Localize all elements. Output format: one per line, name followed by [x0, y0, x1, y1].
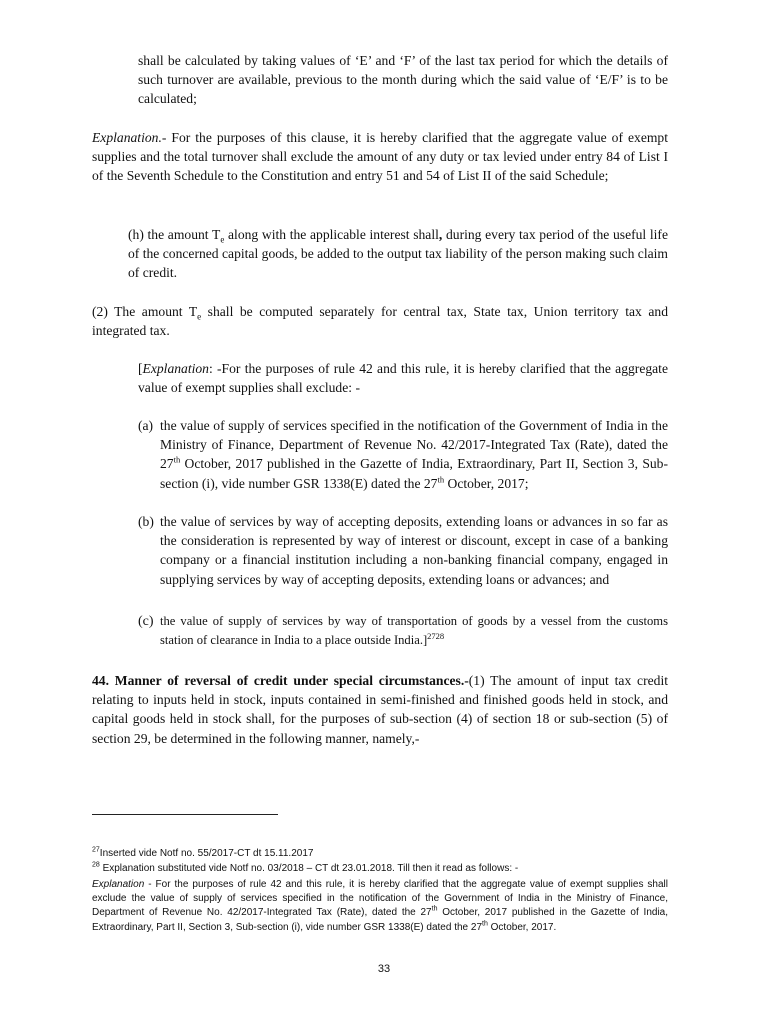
rule-heading: 44. Manner of reversal of credit under special circumstances.- [92, 673, 469, 688]
subscript-e: e [220, 234, 225, 245]
list-label: (a) [138, 418, 154, 433]
explanation-label: Explanation. [92, 130, 162, 145]
list-text: the value of services by way of accepting deposits, extending loans or advances in so far as the consideration is represented by way of interest or discount, except in case of a banking company or a financial institution including a non-banking financial company, engaged in supplying services by way of accepting deposits, extending loans or advances; and [160, 514, 668, 587]
clause-h-text-a: along with the applicable interest shall [224, 227, 439, 242]
list-item-b [138, 512, 668, 589]
footnote-28 [92, 862, 668, 876]
rule-44 [92, 671, 668, 748]
explanation-clause [92, 128, 668, 186]
clause-h [128, 225, 668, 283]
superscript: th [482, 920, 488, 928]
explanation-rule-42 [138, 359, 668, 397]
list-label: (b) [138, 514, 154, 529]
list-item-a [138, 416, 668, 493]
list-label: (c) [138, 614, 154, 629]
footnote-separator [92, 814, 278, 815]
footnote-number: 27 [92, 846, 100, 854]
footnote-text: October, 2017. [487, 921, 557, 933]
rule-text: (1) The amount of input tax credit relating to inputs held in stock, inputs contained in semi-finished and finished goods held in stock, and capital goods held in stock shall, for the purposes of sub-section (4) of section 18 or sub-section (5) of section 29, be determined in the following manner, namely,- [92, 673, 669, 746]
footnote-text: Explanation substituted vide Notf no. 03/2018 – CT dt 23.01.2018. Till then it read as follows: - [99, 863, 519, 874]
superscript: th [431, 906, 438, 914]
list-text: the value of supply of services specified in the notification of the Government of India in the Ministry of Finance, Department of Revenue No. 42/2017-Integrated Tax (Rate), dated the 27 [160, 418, 668, 472]
clause-h-bold-comma: , [438, 227, 443, 242]
sub-rule-2 [92, 302, 668, 340]
sub-rule-2-prefix: (2) The amount T [92, 304, 198, 319]
footnote-28-body [92, 878, 668, 935]
superscript: th [173, 454, 181, 465]
list-text: October, 2017 published in the Gazette of India, Extraordinary, Part II, Section 3, Sub-section (i), vide number GSR 1338(E) dated the 27 [160, 456, 668, 491]
footnote-27 [92, 847, 668, 861]
explanation-label: Explanation [142, 361, 209, 376]
list-item-c [138, 612, 668, 650]
footnote-reference: 2728 [427, 630, 445, 641]
paragraph-continuation: shall be calculated by taking values of ‘E’ and ‘F’ of the last tax period for which the details of such turnover are available, previous to the month during which the said value of ‘E/F’ is to be calculated; [138, 53, 668, 107]
list-text: the value of supply of services by way of transportation of goods by a vessel from the customs station of clearance in India to a place outside India.] [160, 614, 668, 647]
subscript-e: e [197, 311, 202, 322]
page-number: 33 [377, 963, 391, 975]
footnote-explanation-label: Explanation [92, 879, 145, 890]
explanation-text: - For the purposes of this clause, it is hereby clarified that the aggregate value of exempt supplies and the total turnover shall exclude the amount of any duty or tax levied under entry 84 of List I of the Seventh Schedule to the Constitution and entry 51 and 54 of List II of the said Schedule; [92, 130, 668, 184]
sub-rule-2-text: shall be computed separately for central tax, State tax, Union territory tax and integrated tax. [92, 304, 668, 339]
clause-h-text-b: during every tax period of the useful life of the concerned capital goods, be added to the output tax liability of the person making such claim of credit. [128, 227, 668, 281]
footnote-text: Inserted vide Notf no. 55/2017-CT dt 15.11.2017 [99, 848, 314, 859]
footnote-text: - For the purposes of rule 42 and this rule, it is hereby clarified that the aggregate value of exempt supplies shall exclude the value of supply of services specified in the notification of the Government of India in the Ministry of Finance, Department of Revenue No. 42/2017-Integrated Tax (Rate), dated the 27 [92, 879, 668, 919]
superscript: th [437, 474, 445, 485]
bracket-open: [ [138, 361, 143, 376]
clause-h-prefix: (h) the amount T [128, 227, 221, 242]
footnote-text: October, 2017 published in the Gazette of India, Extraordinary, Part II, Section 3, Sub-section (i), vide number GSR 1338(E) dated the 27 [92, 907, 668, 933]
explanation-text: : -For the purposes of rule 42 and this rule, it is hereby clarified that the aggregate value of exempt supplies shall exclude: - [138, 361, 668, 396]
footnote-number: 28 [92, 861, 100, 869]
list-text: October, 2017; [444, 475, 529, 491]
